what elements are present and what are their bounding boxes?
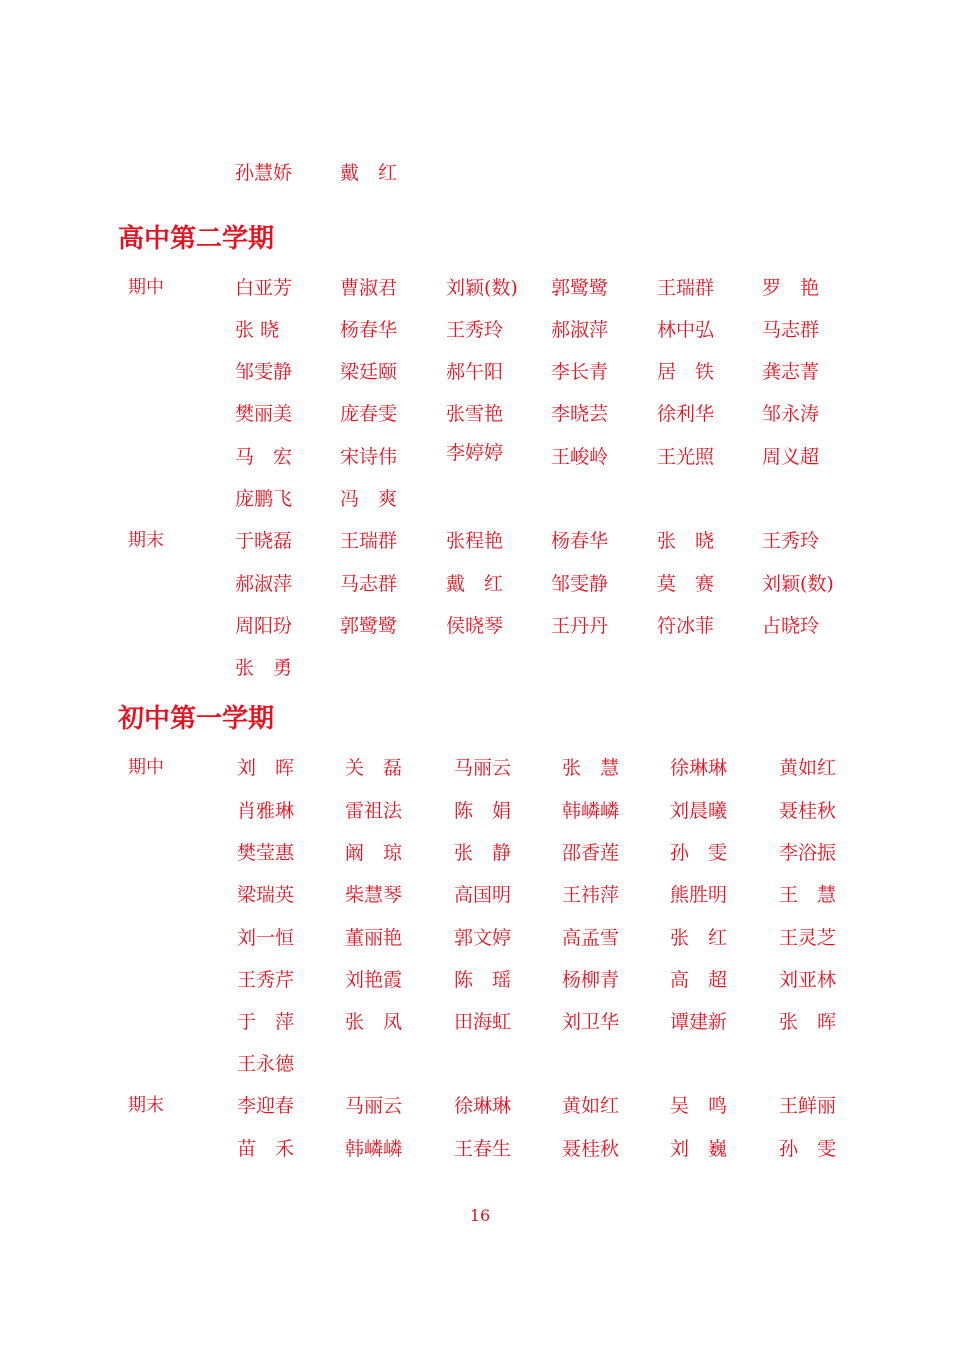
name-entry: 黄如红	[779, 757, 837, 779]
name-entry: 刘晨曦	[670, 800, 728, 822]
name-entry: 于 萍	[237, 1011, 295, 1033]
name-entry: 熊胜明	[670, 884, 728, 906]
name-entry: 占晓玲	[762, 615, 820, 637]
name-entry: 徐琳琳	[454, 1095, 512, 1117]
name-entry: 王秀玲	[446, 319, 504, 341]
name-entry: 邹雯静	[551, 573, 609, 595]
name-entry: 刘颖(数)	[446, 277, 518, 299]
name-entry: 戴 红	[446, 573, 504, 595]
name-entry: 杨春华	[340, 319, 398, 341]
name-entry: 郝淑萍	[551, 319, 609, 341]
name-entry: 张 晖	[779, 1011, 837, 1033]
name-entry: 居 铁	[657, 361, 715, 383]
name-entry: 樊丽美	[235, 403, 293, 425]
name-entry: 黄如红	[562, 1095, 620, 1117]
name-entry: 李迎春	[237, 1095, 295, 1117]
name-entry: 孙慧娇	[235, 162, 293, 184]
name-entry: 关 磊	[345, 757, 403, 779]
name-entry: 陈 瑶	[454, 969, 512, 991]
name-entry: 张 静	[454, 842, 512, 864]
name-entry: 王丹丹	[551, 615, 609, 637]
name-entry: 罗 艳	[762, 277, 820, 299]
name-entry: 冯 爽	[340, 488, 398, 510]
name-entry: 张 勇	[235, 657, 293, 679]
name-entry: 郭文婷	[454, 927, 512, 949]
name-entry: 马丽云	[454, 757, 512, 779]
name-entry: 徐琳琳	[670, 757, 728, 779]
name-entry: 马丽云	[345, 1095, 403, 1117]
page-number: 16	[469, 1206, 491, 1225]
name-entry: 孙 雯	[779, 1138, 837, 1160]
name-entry: 张雪艳	[446, 403, 504, 425]
name-entry: 王 慧	[779, 884, 837, 906]
name-entry: 吴 鸣	[670, 1095, 728, 1117]
name-entry: 王瑞群	[657, 277, 715, 299]
name-entry: 张 凤	[345, 1011, 403, 1033]
name-entry: 王永德	[237, 1053, 295, 1075]
name-entry: 郝午阳	[446, 361, 504, 383]
name-entry: 莫 赛	[657, 573, 715, 595]
name-entry: 郭鹭鹭	[551, 277, 609, 299]
name-entry: 庞鹏飞	[235, 488, 293, 510]
name-entry: 高孟雪	[562, 927, 620, 949]
name-entry: 刘亚林	[779, 969, 837, 991]
name-entry: 陈 娟	[454, 800, 512, 822]
name-entry: 于晓磊	[235, 530, 293, 552]
name-entry: 李晓芸	[551, 403, 609, 425]
name-entry: 龚志菁	[762, 361, 820, 383]
name-entry: 王峻岭	[551, 446, 609, 468]
name-entry: 马志群	[762, 319, 820, 341]
name-entry: 王鲜丽	[779, 1095, 837, 1117]
name-entry: 王灵芝	[779, 927, 837, 949]
name-entry: 王秀芹	[237, 969, 295, 991]
name-entry: 庞春雯	[340, 403, 398, 425]
name-entry: 侯晓琴	[446, 615, 504, 637]
name-entry: 李浴振	[779, 842, 837, 864]
name-entry: 周阳玢	[235, 615, 293, 637]
name-entry: 孙 雯	[670, 842, 728, 864]
name-entry: 王祎萍	[562, 884, 620, 906]
name-entry: 田海虹	[454, 1011, 512, 1033]
name-entry: 张 红	[670, 927, 728, 949]
name-entry: 周义超	[762, 446, 820, 468]
name-entry: 刘颖(数)	[762, 573, 834, 595]
name-entry: 戴 红	[340, 162, 398, 184]
name-entry: 刘 巍	[670, 1138, 728, 1160]
name-entry: 梁瑞英	[237, 884, 295, 906]
name-entry: 聂桂秋	[562, 1138, 620, 1160]
term-label-final: 期末	[128, 530, 164, 551]
section-heading: 初中第一学期	[118, 704, 275, 734]
name-entry: 白亚芳	[235, 277, 293, 299]
name-entry: 韩嶙嶙	[562, 800, 620, 822]
name-entry: 宋诗伟	[340, 446, 398, 468]
name-entry: 徐利华	[657, 403, 715, 425]
name-entry: 阚 琼	[345, 842, 403, 864]
name-entry: 刘艳霞	[345, 969, 403, 991]
name-entry: 马志群	[340, 573, 398, 595]
name-entry: 林中弘	[657, 319, 715, 341]
name-entry: 肖雅琳	[237, 800, 295, 822]
name-entry: 柴慧琴	[345, 884, 403, 906]
name-entry: 邵香莲	[562, 842, 620, 864]
name-entry: 杨春华	[551, 530, 609, 552]
term-label-final: 期末	[128, 1095, 164, 1116]
name-entry: 谭建新	[670, 1011, 728, 1033]
term-label-midterm: 期中	[128, 757, 164, 778]
name-entry: 雷祖法	[345, 800, 403, 822]
name-entry: 刘 晖	[237, 757, 295, 779]
name-entry: 邹永涛	[762, 403, 820, 425]
name-entry: 王春生	[454, 1138, 512, 1160]
name-entry: 张 晓	[657, 530, 715, 552]
name-entry: 刘一恒	[237, 927, 295, 949]
name-entry: 邹雯静	[235, 361, 293, 383]
name-entry: 张程艳	[446, 530, 504, 552]
section-heading: 高中第二学期	[118, 224, 275, 254]
name-entry: 马 宏	[235, 446, 293, 468]
name-entry: 符冰菲	[657, 615, 715, 637]
name-entry: 郝淑萍	[235, 573, 293, 595]
name-entry: 樊莹惠	[237, 842, 295, 864]
name-entry: 王瑞群	[340, 530, 398, 552]
name-entry: 高国明	[454, 884, 512, 906]
name-entry: 刘卫华	[562, 1011, 620, 1033]
name-entry: 杨柳青	[562, 969, 620, 991]
name-entry: 张 慧	[562, 757, 620, 779]
name-entry: 董丽艳	[345, 927, 403, 949]
name-entry: 李婷婷	[446, 442, 504, 464]
term-label-midterm: 期中	[128, 277, 164, 298]
name-entry: 曹淑君	[340, 277, 398, 299]
name-entry: 聂桂秋	[779, 800, 837, 822]
name-entry: 王光照	[657, 446, 715, 468]
name-entry: 张 晓	[235, 319, 280, 341]
name-entry: 高 超	[670, 969, 728, 991]
name-entry: 郭鹭鹭	[340, 615, 398, 637]
name-entry: 王秀玲	[762, 530, 820, 552]
name-entry: 苗 禾	[237, 1138, 295, 1160]
name-entry: 韩嶙嶙	[345, 1138, 403, 1160]
name-entry: 李长青	[551, 361, 609, 383]
name-entry: 梁廷颐	[340, 361, 398, 383]
